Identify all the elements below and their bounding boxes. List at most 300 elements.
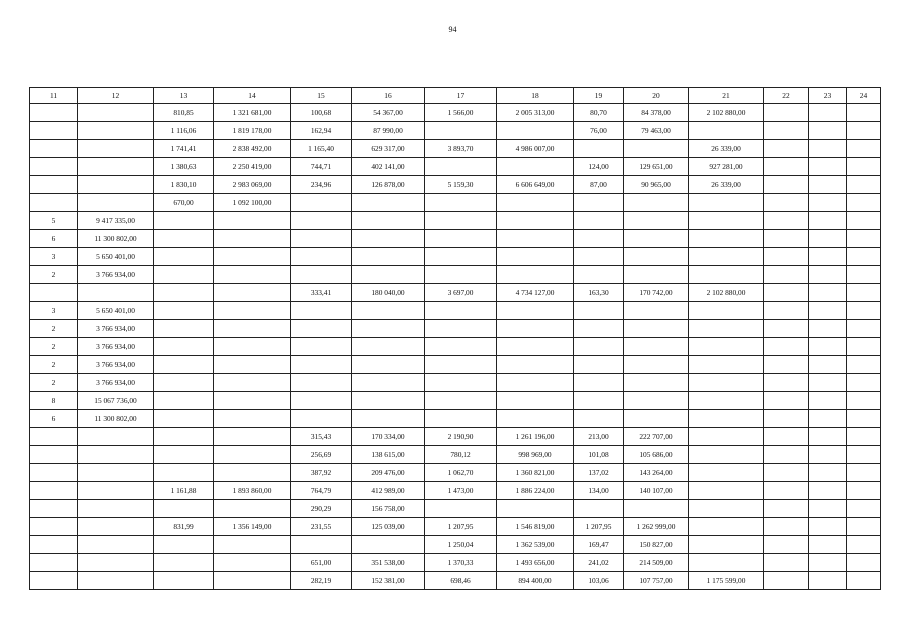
table-cell [352, 320, 425, 338]
table-cell: 134,00 [574, 482, 624, 500]
table-row [30, 536, 881, 554]
table-cell [689, 428, 764, 446]
table-row [30, 140, 881, 158]
table-cell [291, 230, 352, 248]
table-cell: 1 362 539,00 [497, 536, 574, 554]
table-cell [689, 410, 764, 428]
table-cell [809, 392, 847, 410]
table-cell: 1 261 196,00 [497, 428, 574, 446]
table-cell [809, 428, 847, 446]
table-cell [764, 410, 809, 428]
table-cell: 213,00 [574, 428, 624, 446]
table-cell [624, 140, 689, 158]
table-cell: 402 141,00 [352, 158, 425, 176]
table-cell: 282,19 [291, 572, 352, 590]
table-cell [809, 338, 847, 356]
table-cell [78, 428, 154, 446]
table-cell [78, 122, 154, 140]
table-cell: 6 [30, 230, 78, 248]
table-cell [214, 212, 291, 230]
table-cell [78, 284, 154, 302]
table-cell: 162,94 [291, 122, 352, 140]
table-cell: 1 380,63 [154, 158, 214, 176]
table-cell: 79 463,00 [624, 122, 689, 140]
table-cell: 1 250,04 [425, 536, 497, 554]
table-cell [291, 302, 352, 320]
table-cell [764, 104, 809, 122]
table-cell [764, 536, 809, 554]
table-cell: 105 686,00 [624, 446, 689, 464]
table-cell [689, 482, 764, 500]
table-cell [624, 356, 689, 374]
table-cell [809, 446, 847, 464]
table-cell [497, 356, 574, 374]
table-cell [214, 284, 291, 302]
table-cell [624, 248, 689, 266]
table-cell [809, 122, 847, 140]
table-cell [154, 338, 214, 356]
table-cell [154, 284, 214, 302]
table-cell [78, 140, 154, 158]
column-header: 18 [497, 88, 574, 104]
table-cell [352, 410, 425, 428]
table-cell: 651,00 [291, 554, 352, 572]
table-cell [847, 500, 881, 518]
table-cell: 1 175 599,00 [689, 572, 764, 590]
table-cell [574, 302, 624, 320]
table-cell [352, 194, 425, 212]
table-cell [847, 122, 881, 140]
table-cell [352, 248, 425, 266]
table-row [30, 212, 881, 230]
table-cell [624, 194, 689, 212]
table-cell: 156 758,00 [352, 500, 425, 518]
table-cell [624, 338, 689, 356]
column-header: 16 [352, 88, 425, 104]
table-cell: 163,30 [574, 284, 624, 302]
table-cell [764, 464, 809, 482]
table-cell [214, 338, 291, 356]
table-cell [574, 356, 624, 374]
table-cell [497, 122, 574, 140]
table-cell: 1 741,41 [154, 140, 214, 158]
table-row [30, 320, 881, 338]
table-cell [764, 284, 809, 302]
table-row [30, 158, 881, 176]
table-cell [764, 572, 809, 590]
table-cell [809, 572, 847, 590]
table-cell [624, 374, 689, 392]
table-cell: 412 989,00 [352, 482, 425, 500]
table-cell: 2 [30, 374, 78, 392]
table-cell [425, 212, 497, 230]
column-header: 13 [154, 88, 214, 104]
table-row [30, 248, 881, 266]
table-cell [689, 500, 764, 518]
table-cell [689, 266, 764, 284]
table-cell: 764,79 [291, 482, 352, 500]
table-cell: 5 159,30 [425, 176, 497, 194]
table-cell: 3 766 934,00 [78, 338, 154, 356]
column-header: 22 [764, 88, 809, 104]
table-cell [764, 338, 809, 356]
table-row [30, 104, 881, 122]
table-cell [154, 536, 214, 554]
table-cell [847, 554, 881, 572]
column-header: 17 [425, 88, 497, 104]
column-header: 23 [809, 88, 847, 104]
table-cell [497, 338, 574, 356]
table-cell [847, 320, 881, 338]
table-cell [847, 536, 881, 554]
table-cell [847, 104, 881, 122]
table-cell [689, 122, 764, 140]
table-cell: 3 [30, 248, 78, 266]
table-cell [291, 320, 352, 338]
table-cell [689, 194, 764, 212]
table-cell [764, 446, 809, 464]
table-cell: 351 538,00 [352, 554, 425, 572]
table-cell: 2 190,90 [425, 428, 497, 446]
table-cell [809, 554, 847, 572]
table-row [30, 446, 881, 464]
table-cell [847, 464, 881, 482]
table-cell [764, 428, 809, 446]
table-cell [764, 554, 809, 572]
table-cell: 927 281,00 [689, 158, 764, 176]
table-cell: 11 300 802,00 [78, 410, 154, 428]
table-cell [847, 446, 881, 464]
table-cell: 11 300 802,00 [78, 230, 154, 248]
table-cell: 1 566,00 [425, 104, 497, 122]
table-cell [847, 302, 881, 320]
table-cell: 140 107,00 [624, 482, 689, 500]
table-cell [154, 374, 214, 392]
table-cell: 256,69 [291, 446, 352, 464]
table-cell [154, 212, 214, 230]
table-cell [425, 338, 497, 356]
table-cell: 5 650 401,00 [78, 248, 154, 266]
table-cell [624, 500, 689, 518]
table-cell: 1 360 821,00 [497, 464, 574, 482]
table-cell: 1 116,06 [154, 122, 214, 140]
table-cell [764, 212, 809, 230]
column-header: 19 [574, 88, 624, 104]
table-cell [425, 302, 497, 320]
table-cell: 3 766 934,00 [78, 356, 154, 374]
table-cell: 1 370,33 [425, 554, 497, 572]
table-cell: 9 417 335,00 [78, 212, 154, 230]
table-cell [764, 194, 809, 212]
table-cell: 1 893 860,00 [214, 482, 291, 500]
table-cell: 3 [30, 302, 78, 320]
table-cell [847, 248, 881, 266]
table-cell: 3 766 934,00 [78, 320, 154, 338]
table-cell [154, 392, 214, 410]
table-cell [214, 320, 291, 338]
table-row [30, 554, 881, 572]
table-cell [847, 410, 881, 428]
table-cell [574, 320, 624, 338]
table-cell [847, 194, 881, 212]
table-row [30, 338, 881, 356]
table-cell [574, 230, 624, 248]
table-cell: 26 339,00 [689, 176, 764, 194]
table-cell [847, 374, 881, 392]
table-cell [689, 536, 764, 554]
table-cell [30, 554, 78, 572]
table-cell [425, 266, 497, 284]
table-cell [30, 122, 78, 140]
table-cell: 5 [30, 212, 78, 230]
table-cell [847, 428, 881, 446]
table-cell: 170 742,00 [624, 284, 689, 302]
table-cell [574, 410, 624, 428]
table-cell [764, 500, 809, 518]
table-cell [154, 302, 214, 320]
table-cell: 2 [30, 338, 78, 356]
table-cell [689, 248, 764, 266]
table-cell [809, 230, 847, 248]
table-cell [78, 482, 154, 500]
table-cell [847, 140, 881, 158]
table-cell: 1 546 819,00 [497, 518, 574, 536]
table-cell [497, 320, 574, 338]
table-cell [497, 392, 574, 410]
table-cell [214, 572, 291, 590]
table-cell: 3 766 934,00 [78, 374, 154, 392]
table-cell [764, 374, 809, 392]
table-cell [764, 302, 809, 320]
table-row [30, 176, 881, 194]
table-cell [764, 482, 809, 500]
table-cell [574, 194, 624, 212]
table-row [30, 266, 881, 284]
table-cell: 169,47 [574, 536, 624, 554]
table-cell [624, 392, 689, 410]
table-row [30, 464, 881, 482]
table-cell [291, 248, 352, 266]
table-cell [764, 158, 809, 176]
table-row [30, 410, 881, 428]
table-cell: 76,00 [574, 122, 624, 140]
table-cell [847, 284, 881, 302]
table-cell [214, 554, 291, 572]
column-header: 21 [689, 88, 764, 104]
table-cell [809, 194, 847, 212]
table-cell: 629 317,00 [352, 140, 425, 158]
table-cell: 998 969,00 [497, 446, 574, 464]
table-cell: 8 [30, 392, 78, 410]
table-cell [30, 518, 78, 536]
table-cell [30, 446, 78, 464]
table-cell [847, 338, 881, 356]
table-row [30, 500, 881, 518]
table-cell: 3 893,70 [425, 140, 497, 158]
table-cell: 333,41 [291, 284, 352, 302]
table-cell: 209 476,00 [352, 464, 425, 482]
table-cell: 4 986 007,00 [497, 140, 574, 158]
table-cell [764, 518, 809, 536]
table-cell [809, 284, 847, 302]
table-cell [689, 464, 764, 482]
table-cell: 3 766 934,00 [78, 266, 154, 284]
table-cell [352, 266, 425, 284]
table-cell [78, 194, 154, 212]
table-cell [689, 212, 764, 230]
table-cell [689, 554, 764, 572]
table-cell [214, 248, 291, 266]
table-cell: 214 509,00 [624, 554, 689, 572]
table-cell: 101,08 [574, 446, 624, 464]
table-cell [78, 104, 154, 122]
table-cell [30, 464, 78, 482]
table-cell [291, 194, 352, 212]
table-cell: 2 838 492,00 [214, 140, 291, 158]
table-cell [425, 500, 497, 518]
table-cell: 1 207,95 [574, 518, 624, 536]
table-cell [154, 410, 214, 428]
table-cell [497, 248, 574, 266]
table-cell [497, 212, 574, 230]
table-cell [214, 500, 291, 518]
table-cell: 810,85 [154, 104, 214, 122]
table-cell: 87 990,00 [352, 122, 425, 140]
table-cell [291, 536, 352, 554]
table-cell [574, 248, 624, 266]
table-cell [497, 158, 574, 176]
table-cell [425, 248, 497, 266]
table-cell [154, 446, 214, 464]
table-cell [809, 518, 847, 536]
table-cell [154, 248, 214, 266]
table-cell [154, 356, 214, 374]
table-cell [574, 338, 624, 356]
table-cell: 1 473,00 [425, 482, 497, 500]
table-cell [624, 302, 689, 320]
ledger-table [29, 87, 881, 590]
table-cell [497, 194, 574, 212]
table-cell [78, 176, 154, 194]
table-cell [574, 212, 624, 230]
table-cell [764, 122, 809, 140]
table-cell: 894 400,00 [497, 572, 574, 590]
table-cell: 1 165,40 [291, 140, 352, 158]
table-cell: 152 381,00 [352, 572, 425, 590]
column-header: 24 [847, 88, 881, 104]
table-cell: 6 [30, 410, 78, 428]
table-cell: 80,70 [574, 104, 624, 122]
table-cell [30, 536, 78, 554]
table-cell: 290,29 [291, 500, 352, 518]
table-cell: 241,02 [574, 554, 624, 572]
table-cell [847, 176, 881, 194]
table-cell [30, 572, 78, 590]
table-cell: 124,00 [574, 158, 624, 176]
header-row [30, 88, 881, 104]
table-cell [809, 176, 847, 194]
table-cell [30, 104, 78, 122]
table-cell [847, 158, 881, 176]
table-cell: 2 102 880,00 [689, 284, 764, 302]
table-cell [78, 158, 154, 176]
table-cell [847, 392, 881, 410]
table-cell: 107 757,00 [624, 572, 689, 590]
table-cell: 2 [30, 266, 78, 284]
table-cell [78, 464, 154, 482]
table-cell [352, 392, 425, 410]
table-cell [497, 374, 574, 392]
table-cell [425, 158, 497, 176]
table-cell [291, 392, 352, 410]
table-cell: 670,00 [154, 194, 214, 212]
table-cell [154, 230, 214, 248]
table-cell: 138 615,00 [352, 446, 425, 464]
table-cell [154, 320, 214, 338]
table-cell [689, 374, 764, 392]
table-cell [847, 572, 881, 590]
table-cell [624, 410, 689, 428]
table-cell [30, 482, 78, 500]
table-cell [352, 212, 425, 230]
table-cell: 1 062,70 [425, 464, 497, 482]
table-cell [847, 482, 881, 500]
table-cell: 1 886 224,00 [497, 482, 574, 500]
column-header: 20 [624, 88, 689, 104]
column-header: 14 [214, 88, 291, 104]
table-cell: 1 321 681,00 [214, 104, 291, 122]
table-cell [352, 302, 425, 320]
page-number: 94 [448, 25, 457, 34]
table-cell [809, 500, 847, 518]
table-cell [764, 176, 809, 194]
table-cell [214, 428, 291, 446]
table-cell [809, 356, 847, 374]
table-cell [154, 266, 214, 284]
table-cell: 1 819 178,00 [214, 122, 291, 140]
table-cell [809, 140, 847, 158]
column-header: 15 [291, 88, 352, 104]
table-cell: 170 334,00 [352, 428, 425, 446]
table-cell [624, 212, 689, 230]
table-cell: 180 040,00 [352, 284, 425, 302]
table-cell: 54 367,00 [352, 104, 425, 122]
table-cell [291, 374, 352, 392]
table-cell [291, 266, 352, 284]
table-cell: 84 378,00 [624, 104, 689, 122]
table-cell [847, 266, 881, 284]
table-cell [30, 428, 78, 446]
table-cell [30, 176, 78, 194]
table-cell [574, 266, 624, 284]
table-cell [847, 212, 881, 230]
table-row [30, 356, 881, 374]
table-cell [214, 266, 291, 284]
table-cell [764, 320, 809, 338]
table-cell: 1 207,95 [425, 518, 497, 536]
table-cell [809, 266, 847, 284]
table-cell [809, 158, 847, 176]
table-cell [764, 248, 809, 266]
column-header: 12 [78, 88, 154, 104]
table-cell [154, 572, 214, 590]
table-cell [689, 338, 764, 356]
table-cell: 1 092 100,00 [214, 194, 291, 212]
table-cell: 387,92 [291, 464, 352, 482]
table-row [30, 284, 881, 302]
table-row [30, 518, 881, 536]
table-cell [352, 338, 425, 356]
